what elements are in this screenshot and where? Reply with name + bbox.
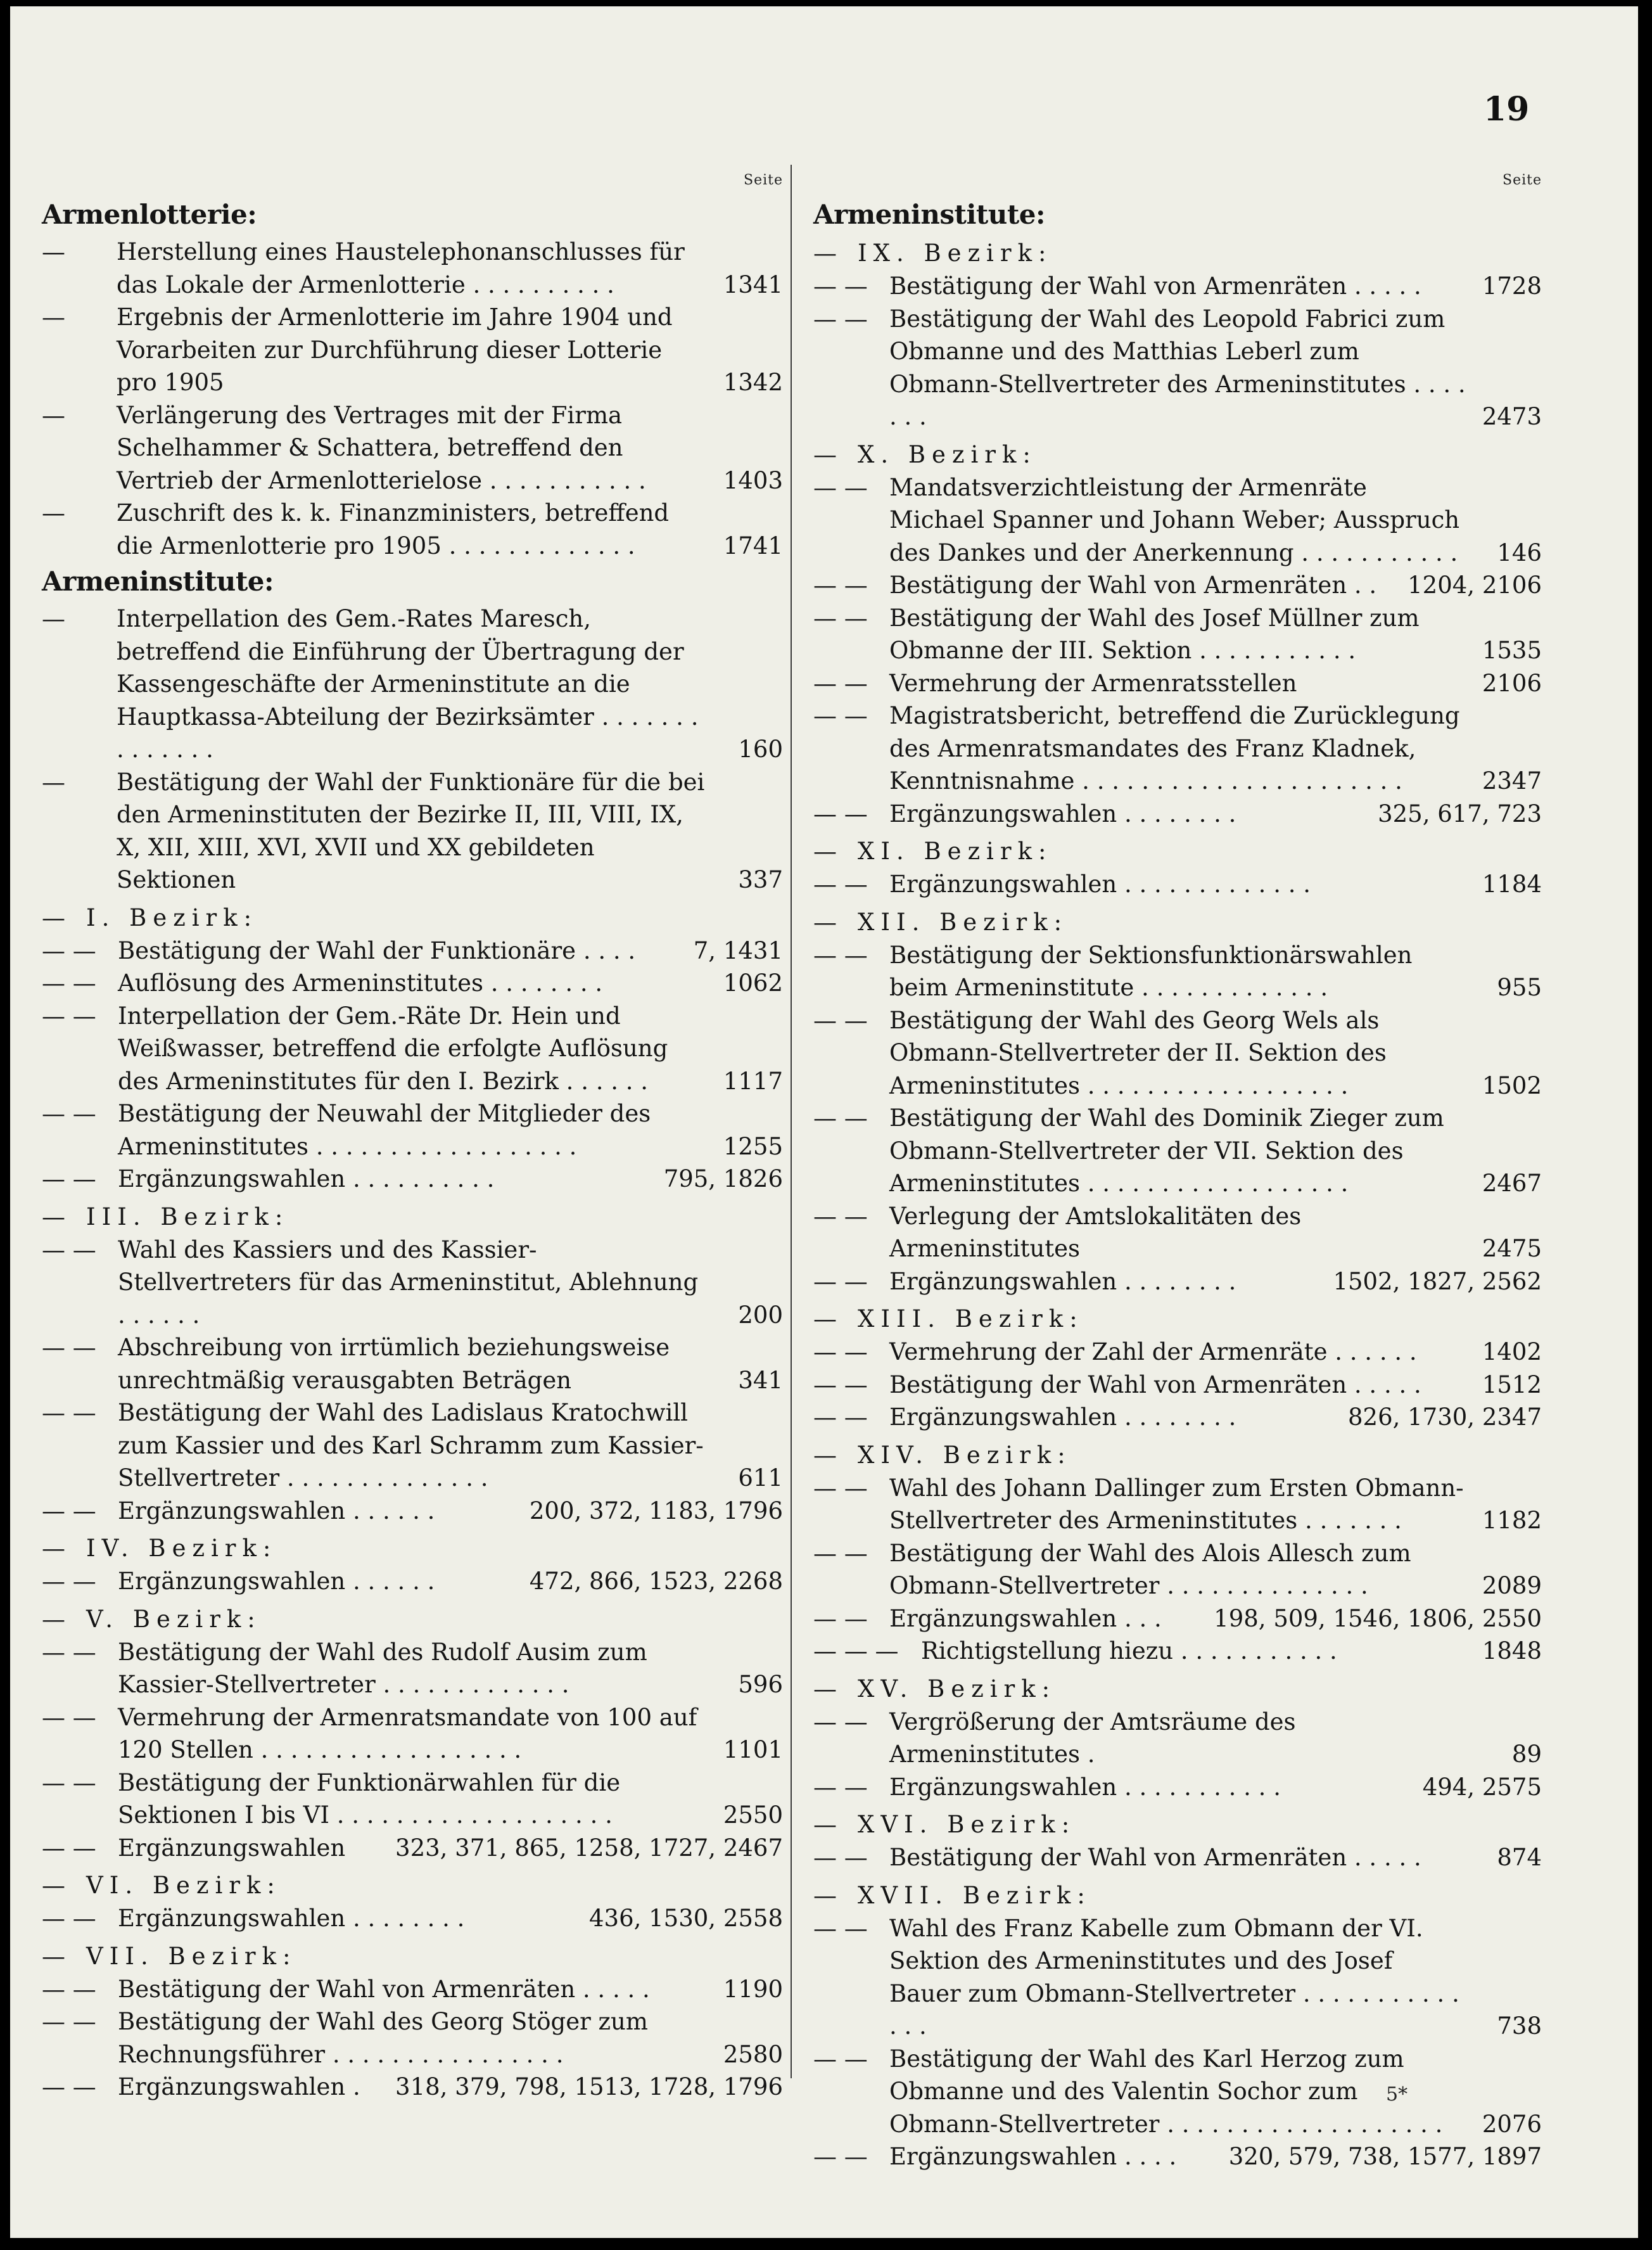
- entry-page-ref: 1117: [723, 1067, 783, 1095]
- entry-dash: —: [42, 304, 65, 331]
- entry-page-ref: 200: [738, 1301, 783, 1329]
- index-entry: [813, 1841, 1542, 1874]
- entry-dash: — —: [42, 936, 96, 964]
- index-entry: [42, 2005, 783, 2071]
- entry-dash: — —: [813, 2143, 868, 2170]
- entry-dash: — —: [813, 604, 868, 632]
- entry-page-ref: 200, 372, 1183, 1796: [529, 1497, 783, 1525]
- entry-page-ref: 1204, 2106: [1407, 572, 1542, 599]
- entry-text: Bestätigung der Wahl von Armenräten . .: [889, 572, 1377, 599]
- index-entry: [813, 303, 1542, 433]
- index-entry: [813, 868, 1542, 901]
- entry-dash: — —: [813, 2045, 868, 2073]
- index-entry: [42, 1902, 783, 1935]
- entry-dash: — —: [813, 1773, 868, 1801]
- entry-dash: —: [813, 1881, 837, 1909]
- index-entry: [813, 1537, 1542, 1602]
- entry-text: Ergebnis der Armenlotterie im Jahre 1904 und Vorarbeiten zur Durchführung dieser Lotterie pro 1905: [117, 304, 673, 396]
- index-entry: [42, 399, 783, 497]
- entry-dash: —: [42, 1203, 66, 1230]
- district-label: III. Bezirk:: [86, 1203, 289, 1230]
- entry-dash: — —: [42, 2073, 96, 2100]
- entry-text: Herstellung eines Haustelephonanschlusses für das Lokale der Armenlotterie . . . . . . . . . .: [117, 238, 685, 298]
- section-heading: Armeninstitute:: [813, 199, 1045, 230]
- entry-text: Ergänzungswahlen . . . .: [889, 2143, 1177, 2170]
- entry-dash: —: [813, 908, 837, 936]
- entry-dash: — —: [42, 1768, 96, 1796]
- entry-dash: — —: [813, 1403, 868, 1431]
- index-entry: [813, 798, 1542, 831]
- index-entry: [42, 1234, 783, 1332]
- district-subheading: [813, 438, 1542, 471]
- entry-dash: — —: [42, 1002, 96, 1030]
- index-entry: [42, 497, 783, 562]
- district-subheading: [813, 906, 1542, 939]
- entry-dash: —: [813, 1811, 837, 1838]
- entry-page-ref: 341: [738, 1366, 783, 1394]
- entry-page-ref: 1535: [1482, 637, 1542, 664]
- district-label: XI. Bezirk:: [858, 838, 1053, 865]
- entry-page-ref: 325, 617, 723: [1378, 800, 1542, 828]
- section-heading: Armeninstitute:: [42, 566, 274, 597]
- index-entry: [42, 1767, 783, 1832]
- entry-dash: —: [42, 238, 65, 265]
- index-entry: [42, 1832, 783, 1865]
- entry-dash: — —: [42, 1834, 96, 1862]
- entry-text: Ergänzungswahlen . . . . . . . .: [889, 1403, 1236, 1431]
- entry-page-ref: 738: [1497, 2012, 1542, 2040]
- index-entry: [813, 700, 1542, 798]
- entry-dash: — —: [813, 572, 868, 599]
- district-label: XII. Bezirk:: [858, 908, 1069, 936]
- index-entry: [813, 602, 1542, 667]
- entry-text: Interpellation der Gem.-Räte Dr. Hein und Weißwasser, betreffend die erfolgte Auflösung des Armeninstitutes für den I. Bezirk . . . . . .: [118, 1002, 668, 1095]
- index-entry: [813, 1635, 1542, 1668]
- entry-text: Wahl des Kassiers und des Kassier-Stellvertreters für das Armeninstitut, Ablehnung . . . . . .: [118, 1236, 699, 1329]
- entry-text: Ergänzungswahlen . . . . . .: [118, 1568, 435, 1595]
- index-entry: [42, 1000, 783, 1098]
- entry-dash: — —: [42, 1100, 96, 1127]
- entry-dash: — —: [813, 1267, 868, 1295]
- entry-text: Interpellation des Gem.-Rates Maresch, betreffend die Einführung der Übertragung der Kassengeschäfte der Armeninstitute an die Hauptkassa-Abteilung der Bezirksämter . . . . . . . . . . . . . .: [117, 605, 699, 763]
- entry-text: Ergänzungswahlen: [118, 1834, 346, 1862]
- entry-dash: — —: [813, 1371, 868, 1398]
- entry-text: Zuschrift des k. k. Finanzministers, betreffend die Armenlotterie pro 1905 . . . . . . . . . . . . .: [117, 499, 670, 559]
- entry-page-ref: 1402: [1482, 1338, 1542, 1365]
- entry-dash: —: [42, 605, 65, 632]
- right-entries: [813, 198, 1542, 2173]
- entry-text: Ergänzungswahlen . . .: [889, 1604, 1162, 1632]
- entry-dash: — —: [813, 1539, 868, 1567]
- index-entry: [813, 1602, 1542, 1635]
- entry-page-ref: 596: [738, 1671, 783, 1698]
- entry-text: Bestätigung der Funktionärwahlen für die Sektionen I bis VI . . . . . . . . . . . . . . . . . . .: [118, 1768, 621, 1829]
- index-entry: [42, 1701, 783, 1767]
- section-heading: Armenlotterie:: [42, 199, 257, 230]
- entry-page-ref: 1342: [723, 369, 783, 396]
- entry-dash: —: [42, 768, 65, 796]
- entry-dash: —: [813, 1305, 837, 1333]
- entry-page-ref: 2580: [723, 2040, 783, 2068]
- index-entry: [42, 935, 783, 968]
- entry-dash: — —: [42, 1399, 96, 1426]
- district-subheading: [42, 1201, 783, 1234]
- entry-dash: — —: [813, 1844, 868, 1871]
- entry-text: Bestätigung der Wahl des Georg Wels als Obmann-Stellvertreter der II. Sektion des Armeninstitutes . . . . . . . . . . . . . . . . . .: [889, 1006, 1387, 1099]
- entry-text: Ergänzungswahlen . . . . . . . .: [889, 800, 1236, 828]
- entry-page-ref: 1341: [723, 271, 783, 298]
- index-entry: [813, 1336, 1542, 1369]
- index-entry: [813, 1004, 1542, 1103]
- district-label: VII. Bezirk:: [86, 1942, 297, 1970]
- district-label: XIV. Bezirk:: [858, 1441, 1072, 1469]
- index-entry: [813, 1771, 1542, 1804]
- entry-page-ref: 472, 866, 1523, 2268: [529, 1568, 783, 1595]
- entry-dash: — —: [813, 1202, 868, 1230]
- entry-dash: — —: [813, 1006, 868, 1034]
- entry-text: Vergrößerung der Amtsräume des Armeninstitutes .: [889, 1708, 1296, 1768]
- entry-text: Bestätigung der Wahl des Karl Herzog zum Obmanne und des Valentin Sochor zum Obmann-Stellvertreter . . . . . . . . . . . . . . . . . . .: [889, 2045, 1443, 2138]
- entry-text: Wahl des Franz Kabelle zum Obmann der VI. Sektion des Armeninstitutes und des Josef Bauer zum Obmann-Stellvertreter . . . . . . . . . . . . . .: [889, 1914, 1459, 2040]
- entry-text: Bestätigung der Sektionsfunktionärswahlen beim Armeninstitute . . . . . . . . . . . . .: [889, 941, 1413, 1001]
- district-subheading: [813, 237, 1542, 270]
- index-entry: [813, 1102, 1542, 1200]
- entry-page-ref: 1403: [723, 466, 783, 494]
- district-label: XVII. Bezirk:: [858, 1881, 1091, 1909]
- district-subheading: [42, 1532, 783, 1565]
- entry-page-ref: 337: [738, 866, 783, 893]
- entry-text: Bestätigung der Neuwahl der Mitglieder des Armeninstitutes . . . . . . . . . . . . . . . . . .: [118, 1100, 651, 1160]
- district-subheading: [42, 1603, 783, 1636]
- entry-page-ref: 160: [738, 736, 783, 763]
- entry-text: Verlegung der Amtslokalitäten des Armeninstitutes: [889, 1202, 1302, 1262]
- entry-dash: —: [813, 440, 837, 468]
- index-entry: [42, 1495, 783, 1528]
- entry-text: Ergänzungswahlen . . . . . . . .: [118, 1905, 465, 1932]
- entry-text: Bestätigung der Wahl von Armenräten . . . . .: [889, 272, 1421, 300]
- entry-text: Auflösung des Armeninstitutes . . . . . . . .: [118, 969, 603, 997]
- entry-text: Vermehrung der Zahl der Armenräte . . . . . .: [889, 1338, 1417, 1365]
- district-label: XIII. Bezirk:: [858, 1305, 1084, 1333]
- entry-dash: — —: [42, 1975, 96, 2003]
- entry-dash: — —: [42, 1638, 96, 1666]
- entry-text: Ergänzungswahlen . . . . . . . . . . . . .: [889, 871, 1311, 898]
- entry-page-ref: 89: [1511, 1741, 1542, 1768]
- index-entry: [813, 1472, 1542, 1537]
- entry-dash: — —: [813, 800, 868, 828]
- entry-text: Ergänzungswahlen . . . . . . . . . . .: [889, 1773, 1281, 1801]
- district-label: VI. Bezirk:: [86, 1872, 281, 1899]
- page-number: 19: [1484, 90, 1530, 129]
- district-subheading: [813, 1879, 1542, 1912]
- entry-page-ref: 611: [738, 1464, 783, 1492]
- index-entry: [42, 1397, 783, 1495]
- index-entry: [813, 667, 1542, 700]
- entry-page-ref: 2089: [1482, 1572, 1542, 1599]
- district-subheading: [42, 1940, 783, 1973]
- column-header-seite: Seite: [744, 172, 783, 188]
- entry-dash: —: [42, 401, 65, 429]
- entry-page-ref: 795, 1826: [663, 1165, 783, 1192]
- entry-dash: — —: [813, 1708, 868, 1735]
- entry-page-ref: 2473: [1482, 403, 1542, 430]
- index-entry: [813, 270, 1542, 303]
- entry-page-ref: 320, 579, 738, 1577, 1897: [1228, 2143, 1542, 2170]
- entry-page-ref: 1848: [1482, 1637, 1542, 1665]
- entry-page-ref: 318, 379, 798, 1513, 1728, 1796: [395, 2073, 783, 2100]
- index-entry: [813, 1265, 1542, 1298]
- entry-dash: —: [42, 1872, 66, 1899]
- entry-dash: —: [42, 1942, 66, 1970]
- index-entry: [813, 2140, 1542, 2173]
- entry-dash: — — —: [813, 1637, 899, 1665]
- entry-page-ref: 1512: [1482, 1371, 1542, 1398]
- entry-text: Bestätigung der Wahl von Armenräten . . . . .: [118, 1975, 650, 2003]
- entry-dash: —: [813, 838, 837, 865]
- entry-text: Bestätigung der Wahl des Georg Stöger zum Rechnungsführer . . . . . . . . . . . . . . . .: [118, 2008, 648, 2068]
- entry-dash: —: [813, 1441, 837, 1469]
- district-label: I. Bezirk:: [86, 904, 258, 931]
- district-subheading: [813, 1303, 1542, 1336]
- district-subheading: [42, 902, 783, 935]
- entry-text: Bestätigung der Wahl des Josef Müllner zum Obmanne der III. Sektion . . . . . . . . . . .: [889, 604, 1420, 664]
- entry-text: Bestätigung der Wahl des Ladislaus Kratochwill zum Kassier und des Karl Schramm zum Kassier-Stellvertreter . . . . . . . . . . . . . .: [118, 1399, 704, 1492]
- entry-page-ref: 494, 2575: [1422, 1773, 1542, 1801]
- entry-text: Magistratsbericht, betreffend die Zurücklegung des Armenratsmandates des Franz Kladnek, Kenntnisnahme . . . . . . . . . . . . . . . . . . . . . .: [889, 702, 1460, 795]
- district-subheading: [813, 1673, 1542, 1706]
- district-label: V. Bezirk:: [86, 1605, 262, 1633]
- entry-text: Bestätigung der Wahl des Dominik Zieger zum Obmann-Stellvertreter der VII. Sektion des Armeninstitutes . . . . . . . . . . . . . . . . . .: [889, 1104, 1444, 1197]
- index-entry: [813, 2043, 1542, 2141]
- district-label: X. Bezirk:: [858, 440, 1037, 468]
- left-entries: [42, 198, 783, 2104]
- entry-page-ref: 7, 1431: [693, 936, 783, 964]
- entry-dash: — —: [813, 871, 868, 898]
- index-entry: [813, 569, 1542, 602]
- index-entry: [813, 939, 1542, 1004]
- entry-text: Vermehrung der Armenratsstellen: [889, 669, 1297, 697]
- index-entry: [42, 2071, 783, 2104]
- index-entry: [42, 1565, 783, 1598]
- entry-text: Bestätigung der Wahl des Alois Allesch zum Obmann-Stellvertreter . . . . . . . . . . . . . .: [889, 1539, 1411, 1599]
- entry-dash: — —: [813, 473, 868, 501]
- entry-page-ref: 1741: [723, 532, 783, 559]
- entry-page-ref: 2550: [723, 1801, 783, 1829]
- entry-dash: —: [42, 1535, 66, 1562]
- entry-dash: — —: [42, 1236, 96, 1263]
- entry-dash: — —: [813, 702, 868, 729]
- index-entry: [42, 301, 783, 399]
- column-header-seite: Seite: [1503, 172, 1542, 188]
- entry-text: Bestätigung der Wahl von Armenräten . . . . .: [889, 1371, 1421, 1398]
- district-label: XVI. Bezirk:: [858, 1811, 1076, 1838]
- entry-page-ref: 146: [1497, 539, 1542, 566]
- entry-text: Bestätigung der Wahl des Leopold Fabrici zum Obmanne und des Matthias Leberl zum Obmann-Stellvertreter des Armeninstitutes . . . . . . .: [889, 305, 1466, 430]
- entry-dash: — —: [42, 1334, 96, 1361]
- entry-dash: —: [42, 499, 65, 527]
- entry-text: Mandatsverzichtleistung der Armenräte Michael Spanner und Johann Weber; Ausspruch des Dankes und der Anerkennung . . . . . . . . . . .: [889, 473, 1460, 566]
- entry-page-ref: 2467: [1482, 1170, 1542, 1197]
- entry-dash: — —: [813, 669, 868, 697]
- entry-page-ref: 1062: [723, 969, 783, 997]
- index-entry: [42, 1097, 783, 1163]
- entry-text: Ergänzungswahlen . . . . . . . .: [889, 1267, 1236, 1295]
- index-entry: [42, 1973, 783, 2006]
- index-page: [10, 6, 1638, 2238]
- entry-dash: — —: [813, 1104, 868, 1132]
- entry-dash: —: [42, 904, 66, 931]
- entry-page-ref: 198, 509, 1546, 1806, 2550: [1214, 1604, 1542, 1632]
- index-entry: [813, 1706, 1542, 1771]
- entry-page-ref: 1182: [1482, 1507, 1542, 1534]
- entry-text: Bestätigung der Wahl der Funktionäre . . . .: [118, 936, 636, 964]
- entry-text: Ergänzungswahlen . . . . . . . . . .: [118, 1165, 495, 1192]
- entry-dash: — —: [42, 1568, 96, 1595]
- entry-dash: — —: [42, 2008, 96, 2035]
- entry-page-ref: 1728: [1482, 272, 1542, 300]
- entry-dash: — —: [42, 1497, 96, 1525]
- index-entry: [42, 1331, 783, 1397]
- index-entry: [813, 471, 1542, 570]
- index-entry: [42, 236, 783, 301]
- entry-dash: —: [813, 240, 837, 267]
- entry-text: Ergänzungswahlen .: [118, 2073, 360, 2100]
- district-subheading: [42, 1869, 783, 1902]
- index-entry: [813, 1369, 1542, 1402]
- index-entry: [42, 603, 783, 766]
- entry-dash: — —: [813, 941, 868, 969]
- entry-text: Bestätigung der Wahl von Armenräten . . . . .: [889, 1844, 1421, 1871]
- entry-page-ref: 436, 1530, 2558: [589, 1905, 783, 1932]
- entry-text: Vermehrung der Armenratsmandate von 100 auf 120 Stellen . . . . . . . . . . . . . . . . . .: [118, 1703, 697, 1763]
- entry-dash: — —: [42, 1905, 96, 1932]
- entry-dash: — —: [813, 1914, 868, 1942]
- index-entry: [813, 1200, 1542, 1265]
- index-entry: [42, 1163, 783, 1196]
- index-entry: [42, 1636, 783, 1701]
- district-subheading: [813, 835, 1542, 868]
- entry-page-ref: 2076: [1482, 2110, 1542, 2138]
- left-column: [42, 172, 783, 2104]
- entry-dash: — —: [813, 1474, 868, 1502]
- entry-text: Richtigstellung hiezu . . . . . . . . . . .: [921, 1637, 1337, 1665]
- entry-dash: — —: [42, 969, 96, 997]
- district-label: IV. Bezirk:: [86, 1535, 277, 1562]
- entry-page-ref: 1184: [1482, 871, 1542, 898]
- index-entry: [42, 766, 783, 897]
- district-subheading: [813, 1439, 1542, 1472]
- entry-page-ref: 1101: [723, 1736, 783, 1763]
- index-entry: [42, 967, 783, 1000]
- district-label: IX. Bezirk:: [858, 240, 1053, 267]
- entry-page-ref: 826, 1730, 2347: [1348, 1403, 1542, 1431]
- entry-page-ref: 323, 371, 865, 1258, 1727, 2467: [395, 1834, 783, 1862]
- entry-dash: — —: [813, 305, 868, 333]
- entry-text: Abschreibung von irrtümlich beziehungsweise unrechtmäßig verausgabten Beträgen: [118, 1334, 670, 1394]
- entry-text: Bestätigung der Wahl der Funktionäre für die bei den Armeninstituten der Bezirke II, III, VIII, IX, X, XII, XIII, XVI, XVII und XX gebildeten Sektionen: [117, 768, 705, 893]
- column-divider: [791, 165, 792, 2078]
- index-entry: [813, 1401, 1542, 1434]
- entry-dash: —: [42, 1605, 66, 1633]
- entry-text: Wahl des Johann Dallinger zum Ersten Obmann-Stellvertreter des Armeninstitutes . . . . . . .: [889, 1474, 1464, 1534]
- index-entry: [813, 1912, 1542, 2043]
- entry-page-ref: 2106: [1482, 669, 1542, 697]
- entry-text: Ergänzungswahlen . . . . . .: [118, 1497, 435, 1525]
- entry-dash: — —: [813, 1338, 868, 1365]
- entry-page-ref: 955: [1497, 974, 1542, 1001]
- entry-dash: — —: [813, 1604, 868, 1632]
- entry-page-ref: 1190: [723, 1975, 783, 2003]
- entry-page-ref: 1502: [1482, 1071, 1542, 1099]
- entry-text: Verlängerung des Vertrages mit der Firma Schelhammer & Schattera, betreffend den Vertrieb der Armenlotterielose . . . . . . . . . . .: [117, 401, 646, 494]
- entry-dash: — —: [42, 1165, 96, 1192]
- district-label: XV. Bezirk:: [858, 1675, 1057, 1703]
- entry-dash: —: [813, 1675, 837, 1703]
- entry-text: Bestätigung der Wahl des Rudolf Ausim zum Kassier-Stellvertreter . . . . . . . . . . . . .: [118, 1638, 647, 1698]
- entry-page-ref: 1502, 1827, 2562: [1333, 1267, 1542, 1295]
- right-column: [813, 172, 1542, 2173]
- entry-page-ref: 1255: [723, 1132, 783, 1160]
- district-subheading: [813, 1808, 1542, 1841]
- signature-mark: 5*: [1386, 2083, 1408, 2106]
- entry-dash: — —: [42, 1703, 96, 1731]
- entry-page-ref: 874: [1497, 1844, 1542, 1871]
- entry-page-ref: 2475: [1482, 1235, 1542, 1262]
- entry-dash: — —: [813, 272, 868, 300]
- entry-page-ref: 2347: [1482, 767, 1542, 795]
